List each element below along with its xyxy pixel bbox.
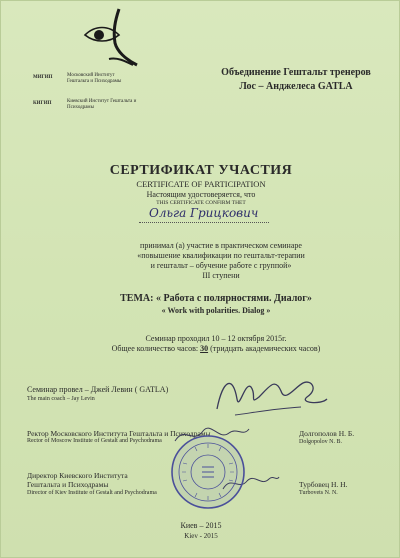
director-title-en: Director of Kiev Institute of Gestalt and Psychodrama — [27, 490, 157, 496]
seminar-dates: Семинар проходил 10 – 12 октября 2015г. — [145, 334, 287, 343]
coach-signature — [211, 369, 331, 419]
footer-city-en: Kiev - 2015 — [184, 532, 218, 540]
seminar-coach-en: The main coach – Jay Levin — [27, 396, 95, 402]
rector-title-ru: Ректор Московского Института Гештальта и Психодрамы — [27, 429, 211, 438]
certificate-title-en: CERTIFICATE OF PARTICIPATION — [136, 179, 266, 189]
hours-value: 30 — [200, 344, 209, 353]
seminar-hours — [61, 344, 371, 354]
code-kigip: КИГИП — [33, 101, 52, 106]
official-stamp — [169, 433, 247, 511]
org-line-1: Объединение Гештальт тренеров — [221, 67, 371, 78]
code-migip: МИГИП — [33, 75, 53, 80]
participation-line-1: принимал (а) участие в практическом семинаре — [140, 241, 302, 250]
hours-prefix: Общее количество часов: — [111, 344, 199, 353]
rector-name-en: Dolgopolov N. B. — [299, 439, 343, 445]
institute-kiev-label: Киевский Институт Гештальта и Психодрамы — [67, 99, 137, 110]
recipient-underline — [139, 222, 269, 223]
footer-city-ru: Киев – 2015 — [180, 521, 222, 530]
director-title-ru-1: Директор Киевского Института — [27, 471, 128, 480]
certificate-title-ru: СЕРТИФИКАТ УЧАСТИЯ — [109, 163, 293, 178]
theme-ru: ТЕМА: « Работа с полярностями. Диалог» — [120, 293, 312, 304]
certify-en: THIS CERTIFICATE CONFIRM THET — [156, 200, 246, 206]
director-name-en: Turbovets N. N. — [299, 490, 338, 496]
institute-moscow-label: Московский Институт Гештальта и Психодрамы — [67, 73, 122, 84]
org-line-2: Лос – Анджелеса GATLA — [239, 81, 353, 92]
institute-logo — [79, 7, 141, 69]
director-title-ru-2: Гештальта и Психодрамы — [27, 480, 109, 489]
seminar-coach-ru: Семинар провел – Джей Левин ( GATLA) — [27, 385, 169, 394]
rector-name-ru: Долгополов Н. Б. — [299, 429, 355, 438]
hours-suffix: (тридцать академических часов) — [210, 344, 321, 353]
rector-title-en: Rector of Moscow Institute of Gestalt and Psychodrama — [27, 438, 162, 444]
recipient-name: Ольга Грицкович — [149, 206, 259, 220]
director-name-ru: Турбовец Н. Н. — [299, 480, 348, 489]
certify-ru: Настоящим удостоверяется, что — [146, 190, 256, 199]
participation-line-4: III ступени — [202, 271, 240, 280]
participation-line-2: «повышение квалификации по гештальт-терапии — [137, 251, 305, 260]
theme-en: « Work with polarities. Dialog » — [161, 306, 271, 315]
participation-line-3: и гештальт – обучение работе с группой» — [150, 261, 292, 270]
